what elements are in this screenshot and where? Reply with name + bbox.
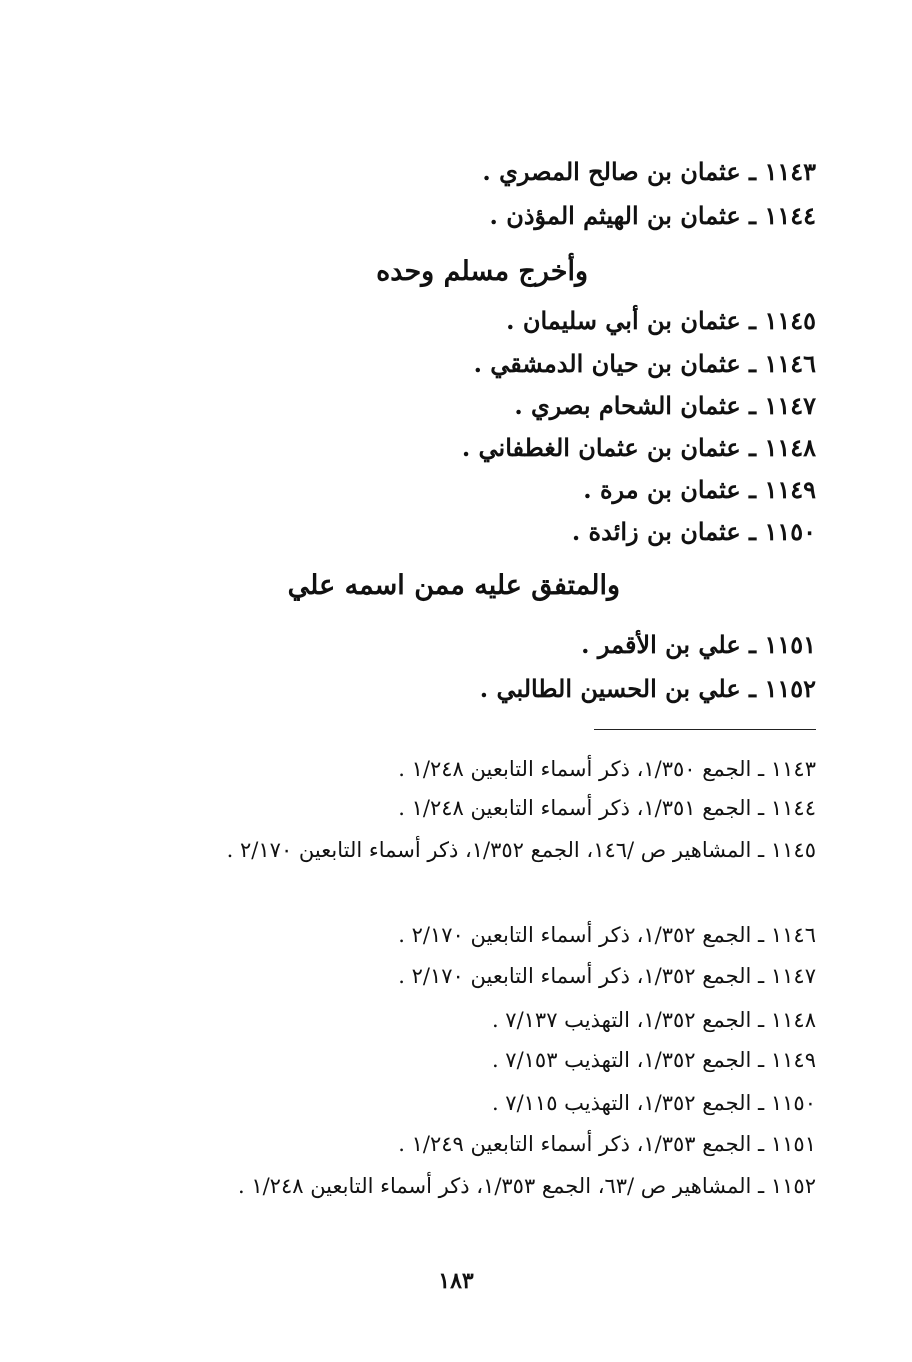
footnote-1148: ١١٤٨ ـ الجمع ١/٣٥٢، التهذيب ٧/١٣٧ . <box>491 1008 816 1032</box>
section-heading-ali: والمتفق عليه ممن اسمه علي <box>287 570 620 601</box>
footnote-1151: ١١٥١ ـ الجمع ١/٣٥٣، ذكر أسماء التابعين ١/٢٤٩ . <box>398 1132 816 1156</box>
entry-1146: ١١٤٦ ـ عثمان بن حيان الدمشقي . <box>473 349 816 378</box>
footnote-1144: ١١٤٤ ـ الجمع ١/٣٥١، ذكر أسماء التابعين ١/٢٤٨ . <box>398 796 816 820</box>
footnote-1152: ١١٥٢ ـ المشاهير ص /٦٣، الجمع ١/٣٥٣، ذكر أسماء التابعين ١/٢٤٨ . <box>237 1174 816 1198</box>
footnote-1147: ١١٤٧ ـ الجمع ١/٣٥٢، ذكر أسماء التابعين ٢/١٧٠ . <box>398 964 816 988</box>
entry-1151: ١١٥١ ـ علي بن الأقمر . <box>581 630 816 659</box>
section-heading-muslim: وأخرج مسلم وحده <box>376 256 588 287</box>
entry-1148: ١١٤٨ ـ عثمان بن عثمان الغطفاني . <box>461 433 816 462</box>
entry-1143: ١١٤٣ ـ عثمان بن صالح المصري . <box>482 157 816 186</box>
footnote-separator <box>594 729 816 730</box>
entry-1152: ١١٥٢ ـ علي بن الحسين الطالبي . <box>479 674 816 703</box>
footnote-1143: ١١٤٣ ـ الجمع ١/٣٥٠، ذكر أسماء التابعين ١/٢٤٨ . <box>398 757 816 781</box>
entry-1147: ١١٤٧ ـ عثمان الشحام بصري . <box>514 391 816 420</box>
footnote-1145: ١١٤٥ ـ المشاهير ص /١٤٦، الجمع ١/٣٥٢، ذكر أسماء التابعين ٢/١٧٠ . <box>226 838 816 862</box>
entry-1144: ١١٤٤ ـ عثمان بن الهيثم المؤذن . <box>489 201 816 230</box>
entry-1145: ١١٤٥ ـ عثمان بن أبي سليمان . <box>506 306 816 335</box>
entry-1150: ١١٥٠ ـ عثمان بن زائدة . <box>571 517 816 546</box>
footnote-1150: ١١٥٠ ـ الجمع ١/٣٥٢، التهذيب ٧/١١٥ . <box>491 1091 816 1115</box>
footnote-1149: ١١٤٩ ـ الجمع ١/٣٥٢، التهذيب ٧/١٥٣ . <box>491 1048 816 1072</box>
page-number: ١٨٣ <box>438 1268 474 1294</box>
footnote-1146: ١١٤٦ ـ الجمع ١/٣٥٢، ذكر أسماء التابعين ٢/١٧٠ . <box>398 923 816 947</box>
entry-1149: ١١٤٩ ـ عثمان بن مرة . <box>583 475 816 504</box>
